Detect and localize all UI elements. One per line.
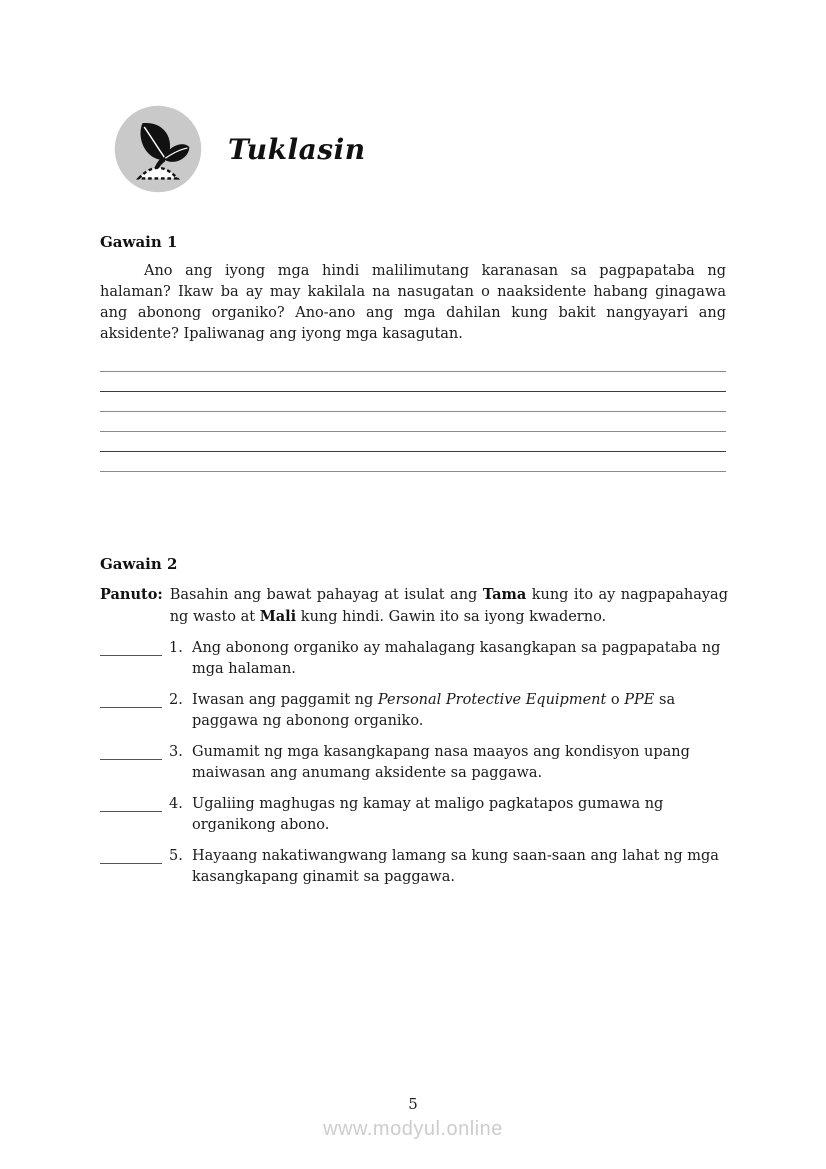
answer-line[interactable]	[100, 452, 726, 472]
list-item	[100, 742, 734, 784]
list-item	[100, 794, 734, 836]
panuto-bold-tama: Tama	[482, 586, 527, 603]
list-item	[100, 690, 734, 732]
item-text: Hayaang nakatiwangwang lamang sa kung saan-saan ang lahat ng mga kasangkapang ginamit sa paggawa.	[192, 848, 719, 885]
page-title: Tuklasin	[228, 132, 366, 166]
item-text: Gumamit ng mga kasangkapang nasa maayos ang kondisyon upang maiwasan ang anumang aksidente sa paggawa.	[192, 744, 690, 781]
item-text-italic-ppe: PPE	[624, 692, 655, 708]
gawain-2-heading: Gawain 2	[100, 555, 178, 573]
item-text	[192, 690, 734, 732]
item-number: 2.	[169, 692, 183, 708]
list-item	[100, 638, 734, 680]
item-text-run: Iwasan ang paggamit ng	[192, 692, 378, 708]
seedling-logo	[112, 103, 204, 195]
panuto-text	[170, 584, 728, 628]
panuto-label: Panuto:	[100, 586, 163, 603]
section-header	[112, 103, 366, 195]
item-text-run: o	[606, 692, 625, 708]
answer-blank-3[interactable]	[100, 742, 162, 760]
answer-line[interactable]	[100, 432, 726, 452]
panuto-text-run: Basahin ang bawat pahayag at isulat ang	[169, 587, 483, 603]
answer-blank-4[interactable]	[100, 794, 162, 812]
item-number: 1.	[169, 640, 183, 656]
seedling-icon	[112, 103, 204, 195]
item-text: Ang abonong organiko ay mahalagang kasangkapan sa pagpapataba ng mga halaman.	[192, 640, 721, 677]
item-text-run: sa paggawa ng abonong organiko.	[192, 692, 676, 729]
gawain-1-heading: Gawain 1	[100, 233, 178, 251]
item-text-italic-ppe-long: Personal Protective Equipment	[377, 692, 607, 708]
statement-list	[100, 638, 734, 898]
list-item	[100, 846, 734, 888]
item-number: 4.	[169, 796, 183, 812]
item-number: 3.	[169, 744, 183, 760]
answer-line[interactable]	[100, 412, 726, 432]
answer-lines	[100, 352, 726, 472]
page-number: 5	[408, 1095, 418, 1113]
item-text: Ugaliing maghugas ng kamay at maligo pagkatapos gumawa ng organikong abono.	[192, 796, 664, 833]
panuto-instruction	[100, 584, 728, 628]
panuto-text-run: kung hindi. Gawin ito sa iyong kwaderno.	[296, 609, 607, 625]
gawain-1-paragraph: Ano ang iyong mga hindi malilimutang karanasan sa pagpapataba ng halaman? Ikaw ba ay may kakilala na nasugatan o naaksidente habang ginagawa ang abonong organiko? Ano-ano ang mga dahilan kung bakit nangyayari ang aksidente? Ipaliwanag ang iyong mga kasagutan.	[100, 263, 726, 342]
panuto-text-run: kung ito ay nagpapahayag ng wasto at	[169, 587, 728, 625]
answer-line[interactable]	[100, 392, 726, 412]
answer-line[interactable]	[100, 372, 726, 392]
answer-blank-2[interactable]	[100, 690, 162, 708]
answer-blank-5[interactable]	[100, 846, 162, 864]
answer-blank-1[interactable]	[100, 638, 162, 656]
watermark-url: www.modyul.online	[323, 1118, 503, 1140]
answer-line[interactable]	[100, 352, 726, 372]
item-number: 5.	[169, 848, 183, 864]
panuto-bold-mali: Mali	[259, 608, 297, 625]
